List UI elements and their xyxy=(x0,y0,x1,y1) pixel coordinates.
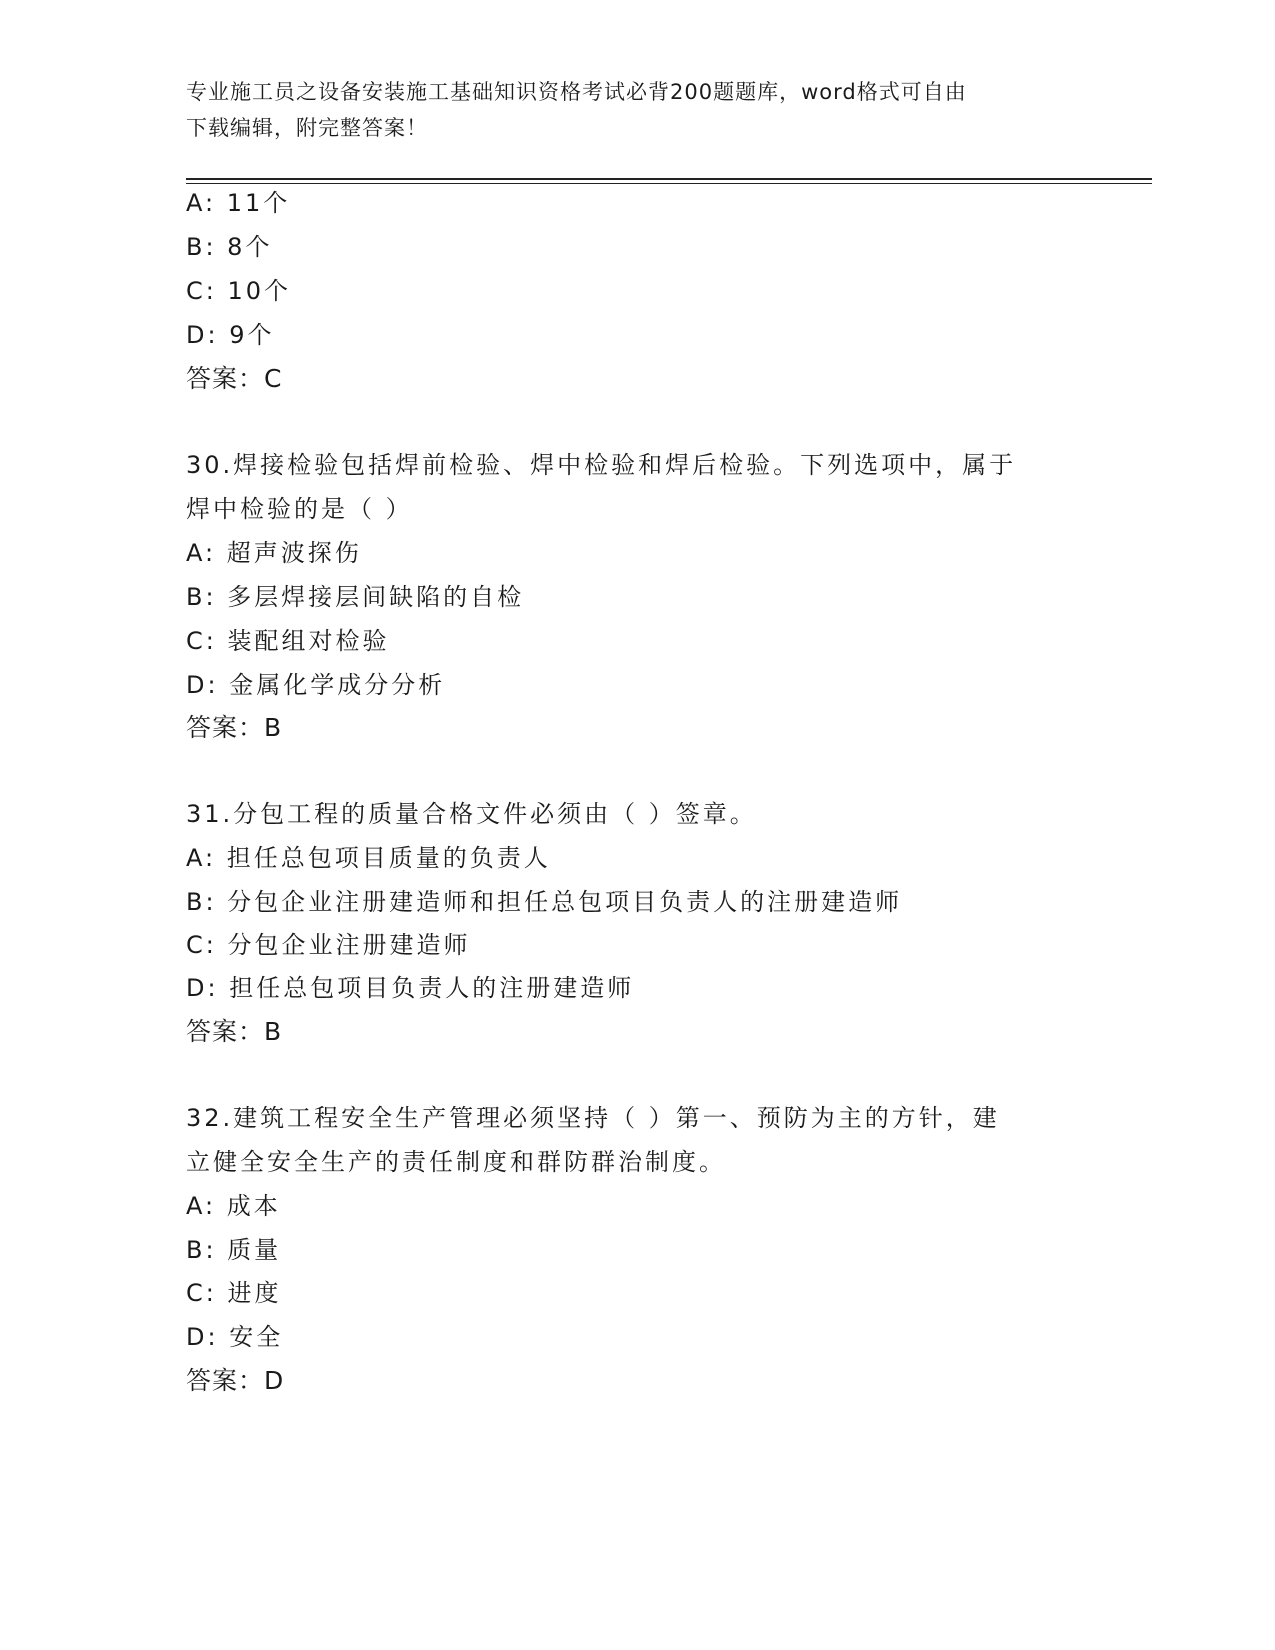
q31-stem-line-1: 31.分包工程的质量合格文件必须由（ ）签章。 xyxy=(186,800,757,828)
document-header xyxy=(186,74,1066,146)
q30-option-c: C: 装配组对检验 xyxy=(186,627,390,655)
prev-answer: 答案：C xyxy=(186,364,283,393)
prev-option-d: D: 9个 xyxy=(186,321,275,349)
q32-stem-line-1: 32.建筑工程安全生产管理必须坚持（ ）第一、预防为主的方针，建 xyxy=(186,1104,1000,1132)
q32-answer: 答案：D xyxy=(186,1366,285,1395)
q32-option-d: D: 安全 xyxy=(186,1323,284,1351)
q31-option-d: D: 担任总包项目负责人的注册建造师 xyxy=(186,974,635,1002)
header-line-1: 专业施工员之设备安装施工基础知识资格考试必背200题题库，word格式可自由 xyxy=(186,80,967,104)
q30-stem-line-2: 焊中检验的是（ ） xyxy=(186,495,413,523)
q32-option-c: C: 进度 xyxy=(186,1279,282,1307)
header-divider-thick xyxy=(186,178,1152,180)
q31-option-a: A: 担任总包项目质量的负责人 xyxy=(186,844,551,872)
header-line-2: 下载编辑，附完整答案！ xyxy=(186,116,428,140)
header-divider-thin xyxy=(186,183,1152,184)
q30-stem-line-1: 30.焊接检验包括焊前检验、焊中检验和焊后检验。下列选项中，属于 xyxy=(186,451,1017,479)
q31-option-b: B: 分包企业注册建造师和担任总包项目负责人的注册建造师 xyxy=(186,888,903,916)
q30-option-b: B: 多层焊接层间缺陷的自检 xyxy=(186,583,525,611)
prev-option-b: B: 8个 xyxy=(186,233,273,261)
q31-answer: 答案：B xyxy=(186,1017,283,1046)
q30-answer: 答案：B xyxy=(186,713,283,742)
q32-option-b: B: 质量 xyxy=(186,1236,282,1264)
prev-option-a: A: 11个 xyxy=(186,189,291,217)
q32-stem-line-2: 立健全安全生产的责任制度和群防群治制度。 xyxy=(186,1148,726,1176)
q32-option-a: A: 成本 xyxy=(186,1192,281,1220)
prev-option-c: C: 10个 xyxy=(186,277,292,305)
q30-option-d: D: 金属化学成分分析 xyxy=(186,671,446,699)
q31-option-c: C: 分包企业注册建造师 xyxy=(186,931,471,959)
q30-option-a: A: 超声波探伤 xyxy=(186,539,362,567)
